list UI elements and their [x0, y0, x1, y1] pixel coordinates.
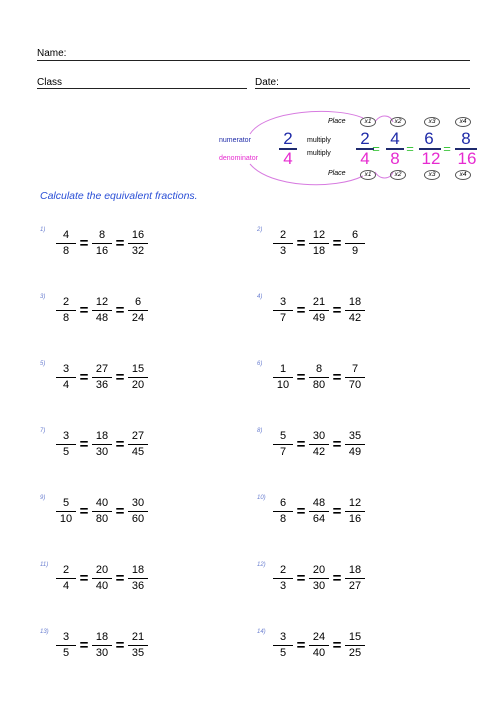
- fraction-denominator: 30: [312, 580, 326, 592]
- fraction-bar: [56, 377, 76, 378]
- fraction: [90, 497, 114, 526]
- fraction-bar: [92, 511, 112, 512]
- equals-sign: =: [296, 235, 306, 252]
- problem-11: [40, 564, 220, 604]
- fraction-numerator: 27: [95, 363, 109, 375]
- fraction: [54, 497, 78, 526]
- fraction-denominator: 5: [279, 647, 287, 659]
- fraction-denominator: 4: [62, 379, 70, 391]
- fraction-numerator: 2: [62, 564, 70, 576]
- fraction: [126, 363, 150, 392]
- start-denominator: 4: [283, 149, 293, 168]
- fraction-denominator: 42: [348, 312, 362, 324]
- equals-sign: =: [296, 570, 306, 587]
- fraction: [126, 497, 150, 526]
- fraction-bar: [309, 243, 329, 244]
- problem-12: [257, 564, 437, 604]
- fraction-bar: [128, 243, 148, 244]
- fraction-bar: [92, 377, 112, 378]
- fraction-denominator: 3: [279, 245, 287, 257]
- multiply-top-label: multiply: [307, 137, 331, 144]
- equals-sign: =: [115, 302, 125, 319]
- problem-6: [257, 363, 437, 403]
- name-label: Name:: [37, 48, 67, 59]
- fraction-denominator: 30: [95, 446, 109, 458]
- fraction-denominator: 18: [312, 245, 326, 257]
- fraction-denominator: 4: [62, 580, 70, 592]
- problem-number: 12): [257, 562, 266, 568]
- problem-13: [40, 631, 220, 671]
- top-multiplier-3: x3: [424, 117, 440, 127]
- fraction-numerator: 3: [279, 296, 287, 308]
- equals-sign: =: [79, 436, 89, 453]
- fraction-bar: [128, 444, 148, 445]
- fraction-numerator: 8: [98, 229, 106, 241]
- fraction-denominator: 40: [95, 580, 109, 592]
- fraction-bar: [309, 578, 329, 579]
- chain-numerator-4: 8: [461, 129, 471, 148]
- fraction-numerator: 35: [348, 430, 362, 442]
- fraction-bar: [56, 444, 76, 445]
- fraction-numerator: 48: [312, 497, 326, 509]
- problem-8: [257, 430, 437, 470]
- fraction-bar: [56, 243, 76, 244]
- equals-sign: =: [79, 570, 89, 587]
- fraction: [271, 430, 295, 459]
- problem-number: 4): [257, 294, 263, 300]
- fraction: [126, 564, 150, 593]
- fraction-denominator: 5: [62, 446, 70, 458]
- problem-3: [40, 296, 220, 336]
- top-multiplier-2: x2: [390, 117, 406, 127]
- fraction-denominator: 80: [95, 513, 109, 525]
- bottom-multiplier-1: x1: [360, 170, 376, 180]
- fraction-bar: [128, 310, 148, 311]
- place-bottom-label: Place: [328, 170, 346, 177]
- fraction-denominator: 25: [348, 647, 362, 659]
- fraction-denominator: 80: [312, 379, 326, 391]
- fraction-denominator: 49: [312, 312, 326, 324]
- problem-14: [257, 631, 437, 671]
- place-top-label: Place: [328, 118, 346, 125]
- fraction-denominator: 7: [279, 312, 287, 324]
- fraction-bar: [309, 511, 329, 512]
- fraction-bar: [56, 645, 76, 646]
- fraction-denominator: 8: [62, 245, 70, 257]
- fraction: [271, 229, 295, 258]
- equals-sign: =: [332, 503, 342, 520]
- fraction: [307, 296, 331, 325]
- fraction-bar: [345, 444, 365, 445]
- fraction: [307, 430, 331, 459]
- chain-equals-3: =: [443, 141, 451, 156]
- fraction-numerator: 3: [62, 430, 70, 442]
- fraction: [90, 363, 114, 392]
- fraction-bar: [309, 645, 329, 646]
- fraction: [90, 564, 114, 593]
- fraction-bar: [273, 310, 293, 311]
- fraction-bar: [273, 645, 293, 646]
- chain-denominator-4: 16: [457, 149, 477, 168]
- fraction-numerator: 12: [312, 229, 326, 241]
- date-line[interactable]: [255, 88, 470, 89]
- fraction-numerator: 15: [348, 631, 362, 643]
- fraction-numerator: 12: [348, 497, 362, 509]
- fraction: [343, 229, 367, 258]
- fraction: [307, 564, 331, 593]
- fraction-bar: [56, 511, 76, 512]
- bottom-multiplier-2: x2: [390, 170, 406, 180]
- problem-4: [257, 296, 437, 336]
- problem-number: 3): [40, 294, 46, 300]
- chain-numerator-2: 4: [390, 129, 400, 148]
- fraction: [126, 296, 150, 325]
- fraction-denominator: 5: [62, 647, 70, 659]
- fraction: [343, 497, 367, 526]
- top-multiplier-4: x4: [455, 117, 471, 127]
- problem-number: 13): [40, 629, 49, 635]
- fraction-denominator: 45: [131, 446, 145, 458]
- fraction-numerator: 18: [131, 564, 145, 576]
- fraction: [343, 363, 367, 392]
- fraction-numerator: 18: [348, 564, 362, 576]
- fraction-numerator: 40: [95, 497, 109, 509]
- fraction-numerator: 6: [351, 229, 359, 241]
- fraction-bar: [273, 511, 293, 512]
- fraction-numerator: 3: [62, 363, 70, 375]
- fraction-numerator: 18: [95, 430, 109, 442]
- fraction-bar: [128, 578, 148, 579]
- fraction: [54, 363, 78, 392]
- equals-sign: =: [332, 369, 342, 386]
- fraction-numerator: 2: [279, 229, 287, 241]
- fraction-bar: [92, 444, 112, 445]
- fraction-numerator: 21: [131, 631, 145, 643]
- fraction-numerator: 30: [131, 497, 145, 509]
- fraction-denominator: 16: [348, 513, 362, 525]
- fraction-denominator: 8: [279, 513, 287, 525]
- fraction-numerator: 3: [62, 631, 70, 643]
- fraction-denominator: 9: [351, 245, 359, 257]
- fraction: [54, 229, 78, 258]
- problem-number: 14): [257, 629, 266, 635]
- problem-7: [40, 430, 220, 470]
- fraction-denominator: 32: [131, 245, 145, 257]
- chain-denominator-1: 4: [360, 149, 370, 168]
- fraction: [90, 430, 114, 459]
- problem-2: [257, 229, 437, 269]
- fraction-bar: [309, 377, 329, 378]
- chain-denominator-2: 8: [390, 149, 400, 168]
- fraction-numerator: 24: [312, 631, 326, 643]
- equals-sign: =: [115, 570, 125, 587]
- fraction-numerator: 3: [279, 631, 287, 643]
- equals-sign: =: [115, 369, 125, 386]
- equals-sign: =: [115, 503, 125, 520]
- equals-sign: =: [115, 637, 125, 654]
- fraction-denominator: 40: [312, 647, 326, 659]
- bottom-multiplier-4: x4: [455, 170, 471, 180]
- fraction-bar: [92, 243, 112, 244]
- fraction-numerator: 6: [279, 497, 287, 509]
- instruction-text: Calculate the equivalent fractions.: [40, 190, 198, 202]
- problem-1: [40, 229, 220, 269]
- equals-sign: =: [332, 570, 342, 587]
- fraction-bar: [128, 511, 148, 512]
- fraction-numerator: 27: [131, 430, 145, 442]
- top-multiplier-1: x1: [360, 117, 376, 127]
- problem-number: 11): [40, 562, 49, 568]
- fraction: [54, 296, 78, 325]
- fraction: [307, 497, 331, 526]
- fraction-bar: [345, 511, 365, 512]
- name-line[interactable]: [37, 60, 470, 61]
- fraction: [343, 631, 367, 660]
- fraction: [307, 631, 331, 660]
- fraction-denominator: 36: [95, 379, 109, 391]
- fraction-denominator: 8: [62, 312, 70, 324]
- fraction-denominator: 42: [312, 446, 326, 458]
- fraction-bar: [56, 310, 76, 311]
- fraction-numerator: 6: [134, 296, 142, 308]
- fraction: [126, 430, 150, 459]
- fraction: [271, 631, 295, 660]
- fraction-denominator: 20: [131, 379, 145, 391]
- fraction-denominator: 7: [279, 446, 287, 458]
- fraction-numerator: 15: [131, 363, 145, 375]
- fraction-denominator: 49: [348, 446, 362, 458]
- fraction-bar: [345, 310, 365, 311]
- fraction-denominator: 16: [95, 245, 109, 257]
- fraction-numerator: 5: [279, 430, 287, 442]
- fraction: [307, 229, 331, 258]
- numerator-label: numerator: [219, 137, 251, 144]
- problem-number: 10): [257, 495, 266, 501]
- chain-numerator-3: 6: [424, 129, 434, 148]
- chain-equals-2: =: [406, 141, 414, 156]
- equals-sign: =: [115, 235, 125, 252]
- fraction-numerator: 8: [315, 363, 323, 375]
- fraction-denominator: 60: [131, 513, 145, 525]
- problem-number: 6): [257, 361, 263, 367]
- fraction-numerator: 5: [62, 497, 70, 509]
- fraction: [307, 363, 331, 392]
- equals-sign: =: [79, 235, 89, 252]
- fraction: [126, 229, 150, 258]
- problem-number: 1): [40, 227, 46, 233]
- equals-sign: =: [79, 302, 89, 319]
- problem-number: 8): [257, 428, 263, 434]
- multiply-bottom-label: multiply: [307, 150, 331, 157]
- problem-9: [40, 497, 220, 537]
- equals-sign: =: [296, 637, 306, 654]
- equals-sign: =: [79, 637, 89, 654]
- fraction-bar: [128, 377, 148, 378]
- fraction: [54, 430, 78, 459]
- fraction-denominator: 36: [131, 580, 145, 592]
- fraction-bar: [309, 310, 329, 311]
- problem-5: [40, 363, 220, 403]
- fraction: [54, 564, 78, 593]
- fraction-denominator: 70: [348, 379, 362, 391]
- fraction-denominator: 10: [276, 379, 290, 391]
- start-numerator: 2: [283, 129, 293, 148]
- fraction-bar: [92, 578, 112, 579]
- fraction-denominator: 10: [59, 513, 73, 525]
- fraction-numerator: 30: [312, 430, 326, 442]
- equals-sign: =: [332, 235, 342, 252]
- class-line[interactable]: [37, 88, 247, 89]
- bottom-multiplier-3: x3: [424, 170, 440, 180]
- equals-sign: =: [79, 369, 89, 386]
- fraction: [90, 296, 114, 325]
- fraction-denominator: 24: [131, 312, 145, 324]
- date-label: Date:: [255, 77, 279, 88]
- equals-sign: =: [332, 302, 342, 319]
- problem-number: 7): [40, 428, 46, 434]
- fraction-denominator: 27: [348, 580, 362, 592]
- fraction-numerator: 12: [95, 296, 109, 308]
- problem-number: 5): [40, 361, 46, 367]
- fraction: [90, 631, 114, 660]
- problem-number: 2): [257, 227, 263, 233]
- class-label: Class: [37, 77, 63, 88]
- denominator-label: denominator: [219, 155, 258, 162]
- equals-sign: =: [115, 436, 125, 453]
- fraction-denominator: 30: [95, 647, 109, 659]
- fraction-numerator: 20: [95, 564, 109, 576]
- fraction: [54, 631, 78, 660]
- fraction-numerator: 18: [95, 631, 109, 643]
- equivalent-fractions-diagram: [215, 108, 485, 188]
- equals-sign: =: [296, 302, 306, 319]
- fraction-bar: [92, 645, 112, 646]
- fraction-bar: [128, 645, 148, 646]
- fraction: [90, 229, 114, 258]
- fraction-bar: [345, 578, 365, 579]
- equals-sign: =: [296, 503, 306, 520]
- fraction: [126, 631, 150, 660]
- fraction-denominator: 3: [279, 580, 287, 592]
- problem-number: 9): [40, 495, 46, 501]
- equals-sign: =: [332, 436, 342, 453]
- fraction-denominator: 35: [131, 647, 145, 659]
- fraction-numerator: 20: [312, 564, 326, 576]
- fraction-bar: [273, 377, 293, 378]
- fraction-bar: [345, 243, 365, 244]
- fraction-bar: [273, 578, 293, 579]
- fraction: [343, 296, 367, 325]
- chain-equals-1: =: [372, 141, 380, 156]
- fraction-numerator: 21: [312, 296, 326, 308]
- fraction-numerator: 1: [279, 363, 287, 375]
- fraction: [343, 564, 367, 593]
- chain-numerator-1: 2: [360, 129, 370, 148]
- fraction-denominator: 48: [95, 312, 109, 324]
- fraction: [271, 296, 295, 325]
- fraction-denominator: 64: [312, 513, 326, 525]
- fraction: [271, 363, 295, 392]
- fraction-bar: [309, 444, 329, 445]
- equals-sign: =: [79, 503, 89, 520]
- fraction-bar: [92, 310, 112, 311]
- fraction-numerator: 7: [351, 363, 359, 375]
- fraction: [271, 564, 295, 593]
- fraction-numerator: 2: [279, 564, 287, 576]
- fraction: [271, 497, 295, 526]
- fraction: [343, 430, 367, 459]
- fraction-numerator: 16: [131, 229, 145, 241]
- equals-sign: =: [332, 637, 342, 654]
- fraction-bar: [345, 645, 365, 646]
- fraction-numerator: 18: [348, 296, 362, 308]
- equals-sign: =: [296, 369, 306, 386]
- fraction-bar: [273, 243, 293, 244]
- fraction-numerator: 4: [62, 229, 70, 241]
- fraction-bar: [56, 578, 76, 579]
- fraction-bar: [345, 377, 365, 378]
- fraction-numerator: 2: [62, 296, 70, 308]
- chain-denominator-3: 12: [421, 149, 441, 168]
- fraction-bar: [273, 444, 293, 445]
- equals-sign: =: [296, 436, 306, 453]
- problem-10: [257, 497, 437, 537]
